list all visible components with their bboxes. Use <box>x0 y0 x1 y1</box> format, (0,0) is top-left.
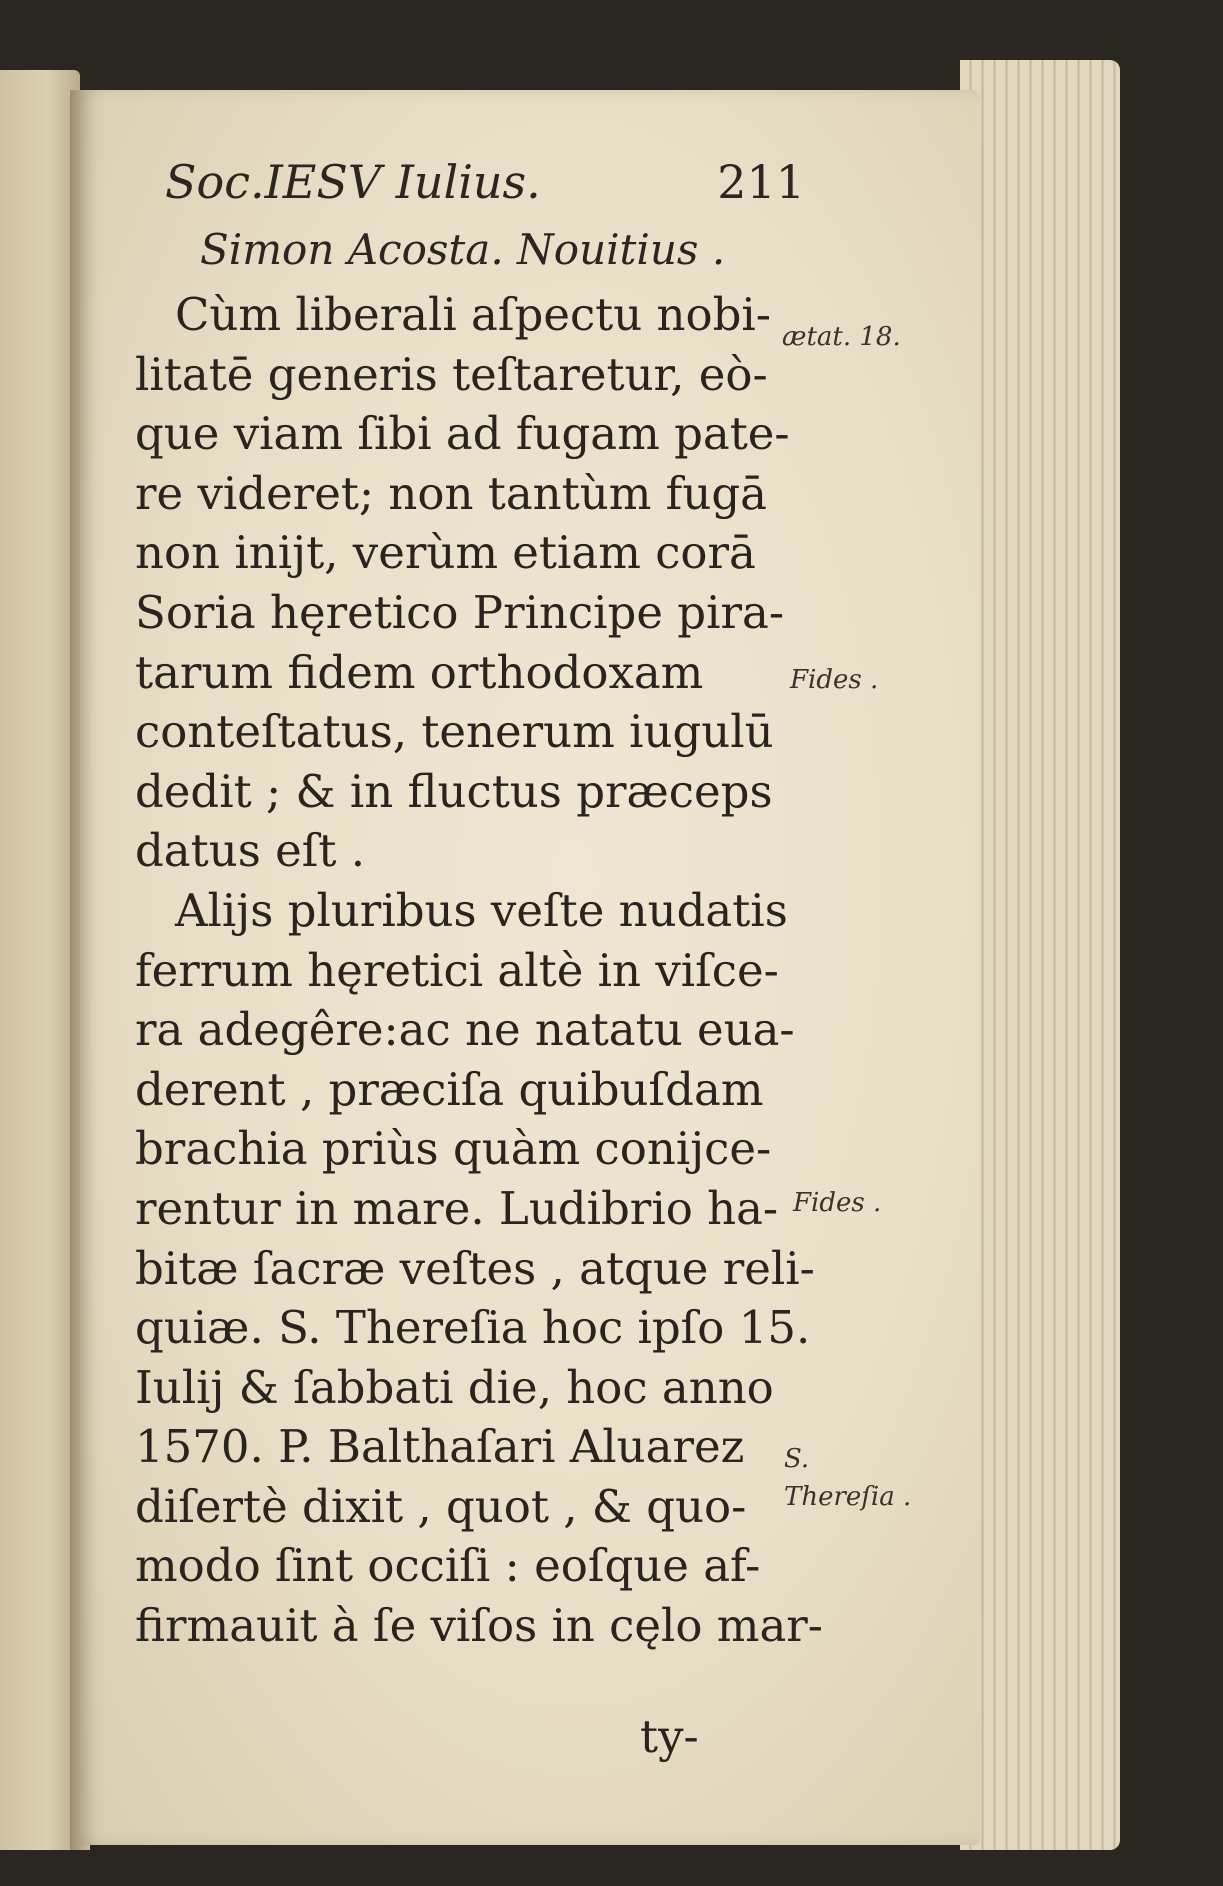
text-line: litatē generis teſtaretur, eò- <box>135 347 768 401</box>
text-line: datus eſt . <box>135 824 366 878</box>
text-line: ferrum hęretici altè in viſce- <box>135 943 779 997</box>
running-head-title: Soc.IESV Iulius. <box>165 155 541 209</box>
text-line: ra adegêre:ac ne natatu eua- <box>135 1003 795 1057</box>
marginal-note: Fides . <box>793 1188 882 1218</box>
text-line: tarum fidem orthodoxam <box>135 645 704 699</box>
text-line: diſertè dixit , quot , & quo- <box>135 1479 747 1533</box>
facing-page-edge <box>0 70 80 1850</box>
text-line: modo ſint occiſi : eoſque af- <box>135 1539 761 1593</box>
text-line: Cùm liberali aſpectu nobi- <box>175 288 772 341</box>
text-line: Soria hęretico Principe pira- <box>135 585 785 639</box>
page-edges <box>960 60 1120 1850</box>
text-line: 1570. P. Balthaſari Aluarez <box>135 1420 745 1474</box>
text-line: dedit ; & in fluctus præceps <box>135 764 773 818</box>
text-line: rentur in mare. Ludibrio ha- <box>135 1181 779 1235</box>
text-line: conteſtatus, tenerum iugulū <box>135 705 774 759</box>
page-number: 211 <box>717 155 805 209</box>
text-line: Alijs pluribus veſte nudatis <box>175 883 788 937</box>
text-line: re videret; non tantùm fugā <box>135 466 767 520</box>
section-title: Simon Acosta. Nouitius . <box>200 225 726 274</box>
text-line: firmauit à ſe viſos in cęlo mar- <box>135 1599 823 1653</box>
text-line: derent , præciſa quibuſdam <box>135 1062 764 1116</box>
body-text <box>135 285 823 1656</box>
catchword: ty- <box>640 1710 699 1763</box>
marginal-note: Fides . <box>790 665 879 695</box>
marginal-note: S. Thereſia . <box>784 1444 912 1512</box>
text-line: brachia priùs quàm conijce- <box>135 1122 772 1176</box>
text-line: quiæ. S. Thereſia hoc ipſo 15. <box>135 1301 811 1355</box>
text-line: Iulij & ſabbati die, hoc anno <box>135 1360 774 1414</box>
text-line: non inijt, verùm etiam corā <box>135 526 756 580</box>
text-line: bitæ ſacræ veſtes , atque reli- <box>135 1241 815 1295</box>
running-head <box>165 155 805 209</box>
text-line: que viam ſibi ad fugam pate- <box>135 407 790 461</box>
marginal-note: ætat. 18. <box>782 322 901 352</box>
